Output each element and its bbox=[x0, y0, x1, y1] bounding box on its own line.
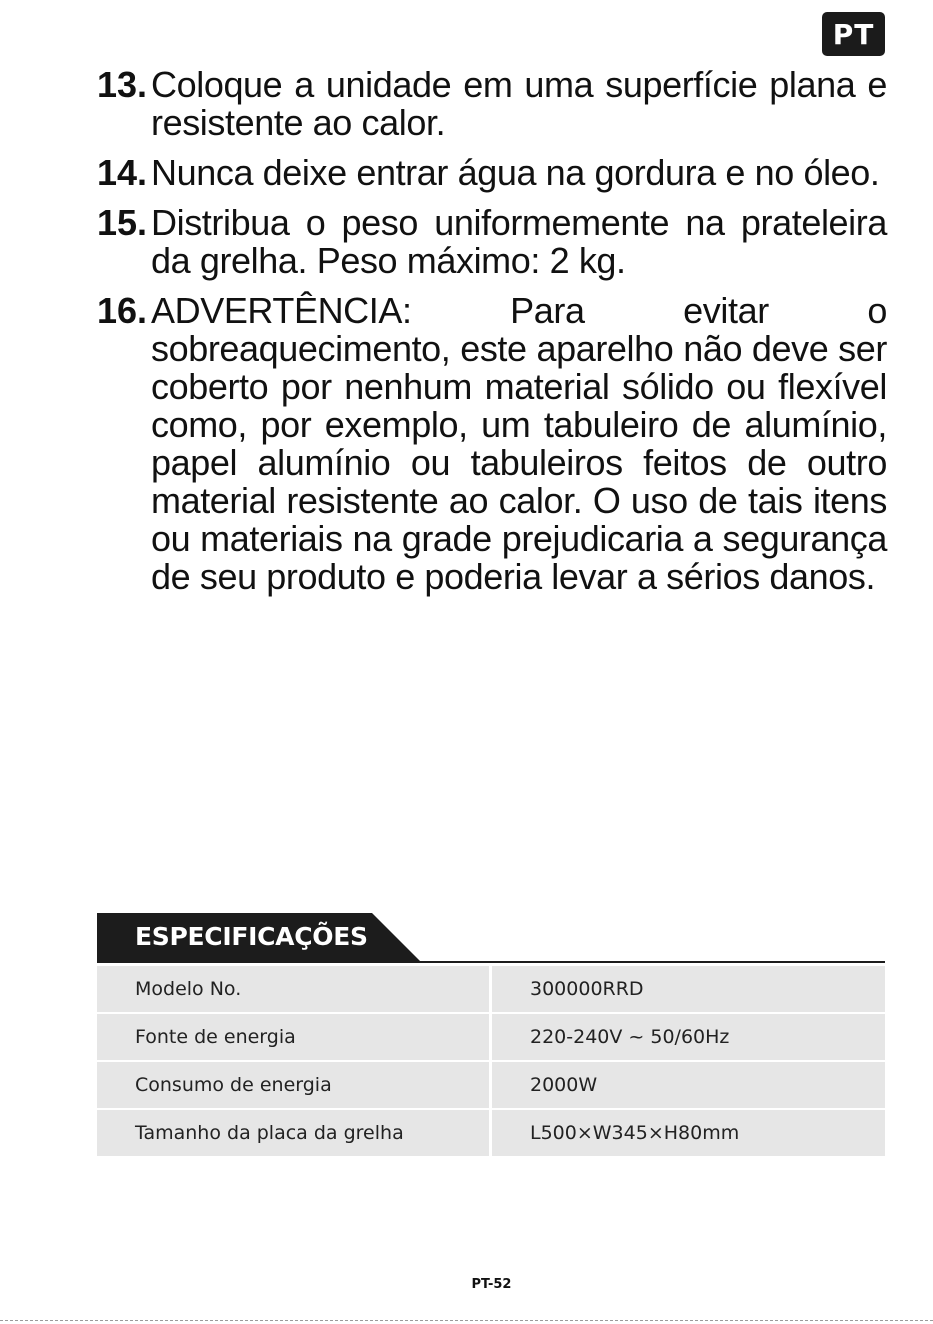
page-number: PT-52 bbox=[471, 1277, 512, 1292]
instruction-item bbox=[97, 204, 887, 280]
spec-label: Modelo No. bbox=[97, 966, 492, 1012]
spec-title: ESPECIFICAÇÕES bbox=[135, 922, 368, 951]
instruction-item bbox=[97, 292, 887, 596]
table-row bbox=[97, 966, 885, 1012]
table-row bbox=[97, 1062, 885, 1108]
instruction-item bbox=[97, 154, 887, 192]
spec-value: 300000RRD bbox=[492, 966, 885, 1012]
table-row bbox=[97, 1110, 885, 1156]
spec-value: 2000W bbox=[492, 1062, 885, 1108]
spec-table bbox=[97, 964, 885, 1158]
item-text: Nunca deixe entrar água na gordura e no óleo. bbox=[151, 152, 880, 193]
table-row bbox=[97, 1014, 885, 1060]
item-number: 14. bbox=[97, 152, 148, 193]
item-number: 13. bbox=[97, 64, 148, 105]
spec-label: Tamanho da placa da grelha bbox=[97, 1110, 492, 1156]
item-number: 15. bbox=[97, 202, 148, 243]
spec-divider bbox=[97, 961, 885, 963]
page-edge-divider bbox=[0, 1320, 933, 1321]
item-text: ADVERTÊNCIA: Para evitar o sobreaquecimento, este aparelho não deve ser coberto por nenhum material sólido ou flexível como, por exemplo, um tabuleiro de alumínio, papel alumínio ou tabuleiros feitos de outro material resistente ao calor. O uso de tais itens ou materiais na grade prejudicaria a segurança de seu produto e poderia levar a sérios danos. bbox=[151, 290, 887, 597]
language-badge: PT bbox=[822, 12, 885, 56]
spec-value: L500×W345×H80mm bbox=[492, 1110, 885, 1156]
spec-label: Consumo de energia bbox=[97, 1062, 492, 1108]
spec-label: Fonte de energia bbox=[97, 1014, 492, 1060]
spec-value: 220-240V ~ 50/60Hz bbox=[492, 1014, 885, 1060]
item-text: Coloque a unidade em uma superfície plana e resistente ao calor. bbox=[151, 64, 887, 143]
item-text: Distribua o peso uniformemente na prateleira da grelha. Peso máximo: 2 kg. bbox=[151, 202, 887, 281]
instruction-list bbox=[97, 66, 887, 608]
instruction-item bbox=[97, 66, 887, 142]
item-number: 16. bbox=[97, 290, 148, 331]
